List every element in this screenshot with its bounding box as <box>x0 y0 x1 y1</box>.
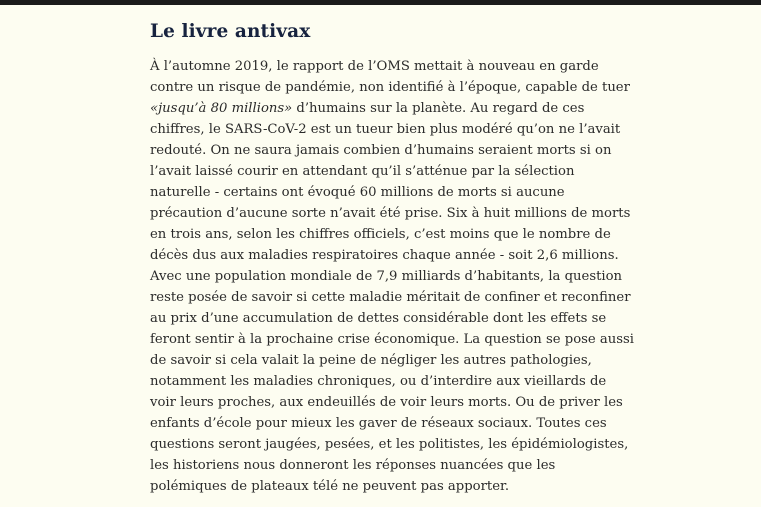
text-line: questions seront jaugées, pesées, et les politistes, les épidémiologistes, <box>150 437 629 452</box>
text-line: notamment les maladies chroniques, ou d’interdire aux vieillards de <box>150 374 607 389</box>
text-line: «jusqu’à 80 millions» d’humains sur la planète. Au regard de ces <box>150 101 585 116</box>
text-line: décès dus aux maladies respiratoires chaque année - soit 2,6 millions. <box>150 248 619 263</box>
text-line: feront sentir à la prochaine crise économique. La question se pose aussi <box>150 332 635 347</box>
text-line: au prix d’une accumulation de dettes considérable dont les effets se <box>150 311 607 326</box>
quote-emphasis: «jusqu’à 80 millions» <box>150 101 293 116</box>
text-line: naturelle - certains ont évoqué 60 millions de morts si aucune <box>150 185 565 200</box>
text-line: redouté. On ne saura jamais combien d’humains seraient morts si on <box>150 143 612 158</box>
text-line: Avec une population mondiale de 7,9 milliards d’habitants, la question <box>150 269 623 284</box>
text-line: de savoir si cela valait la peine de négliger les autres pathologies, <box>150 353 592 368</box>
text-line: voir leurs proches, aux endeuillés de voir leurs morts. Ou de priver les <box>150 395 623 410</box>
text-line: contre un risque de pandémie, non identifié à l’époque, capable de tuer <box>150 80 630 95</box>
top-border <box>0 0 761 5</box>
article-body <box>150 56 635 497</box>
article-title: Le livre antivax <box>150 21 311 42</box>
text-line: reste posée de savoir si cette maladie méritait de confiner et reconfiner <box>150 290 631 305</box>
text-line: précaution d’aucune sorte n’avait été prise. Six à huit millions de morts <box>150 206 631 221</box>
text-line: l’avait laissé courir en attendant qu’il s’atténue par la sélection <box>150 164 575 179</box>
text-line: chiffres, le SARS-CoV-2 est un tueur bien plus modéré qu’on ne l’avait <box>150 122 621 137</box>
text-line: en trois ans, selon les chiffres officiels, c’est moins que le nombre de <box>150 227 611 242</box>
article <box>150 18 635 497</box>
text-line: polémiques de plateaux télé ne peuvent pas apporter. <box>150 479 510 494</box>
text-line: À l’automne 2019, le rapport de l’OMS mettait à nouveau en garde <box>150 59 599 74</box>
text-line: les historiens nous donneront les réponses nuancées que les <box>150 458 556 473</box>
text-line: enfants d’école pour mieux les gaver de réseaux sociaux. Toutes ces <box>150 416 607 431</box>
